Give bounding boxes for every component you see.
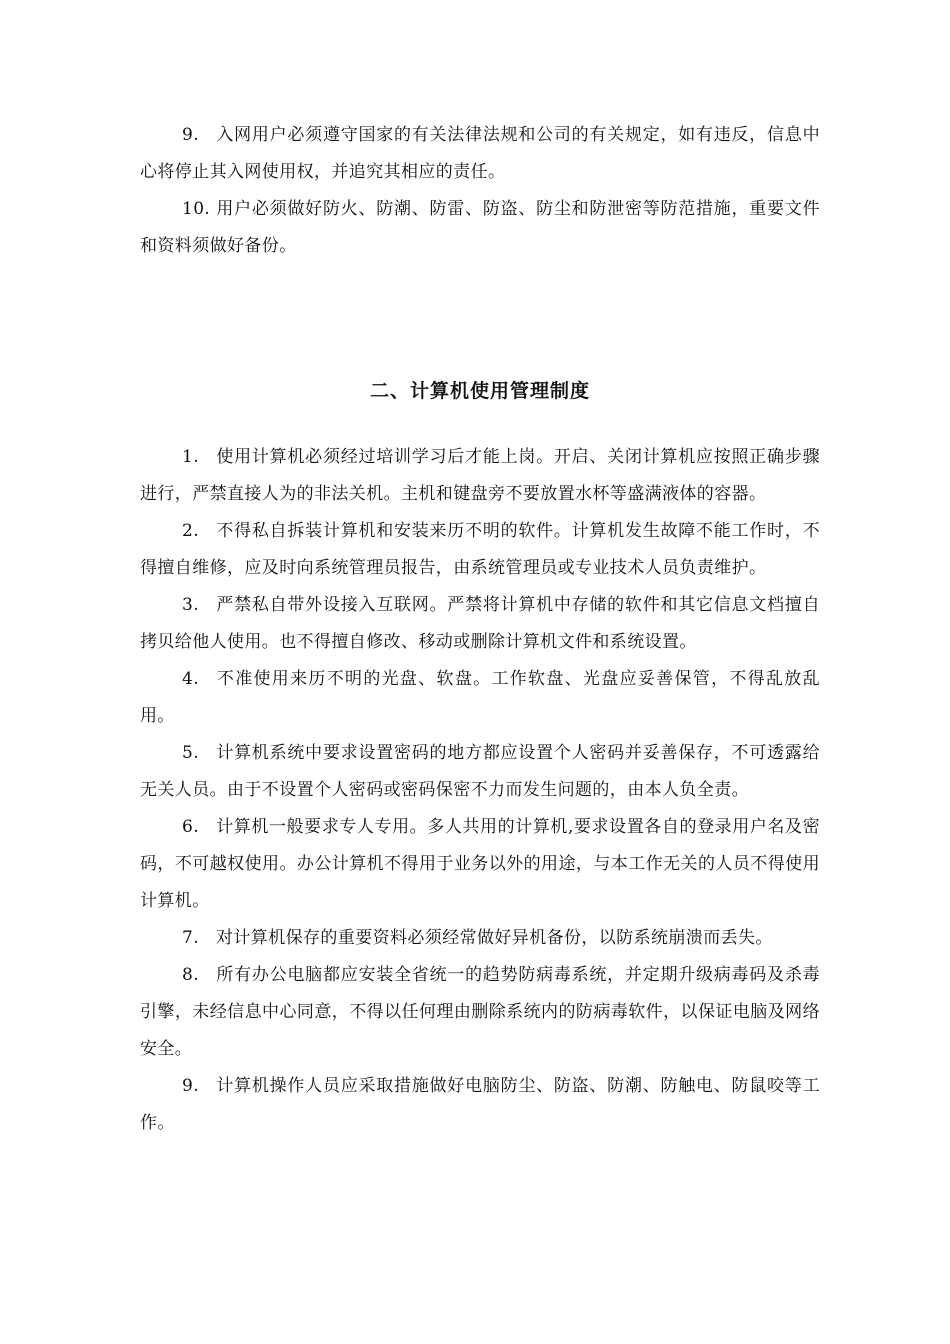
- computer-usage-section: [140, 376, 820, 1142]
- rule-item: [140, 439, 820, 513]
- rule-number: 2.: [182, 521, 200, 541]
- rule-number: 3.: [182, 595, 200, 615]
- rule-number: 10.: [182, 199, 211, 219]
- rule-number: 8.: [182, 965, 200, 985]
- rule-text: 入网用户必须遵守国家的有关法律法规和公司的有关规定，如有违反，信息中心将停止其入网使用权，并追究其相应的责任。: [140, 125, 820, 182]
- rule-number: 6.: [182, 817, 200, 837]
- rule-item: [140, 191, 820, 265]
- rule-item: [140, 957, 820, 1068]
- rule-text: 使用计算机必须经过培训学习后才能上岗。开启、关闭计算机应按照正确步骤进行，严禁直接人为的非法关机。主机和键盘旁不要放置水杯等盛满液体的容器。: [140, 447, 820, 504]
- rule-number: 9.: [182, 125, 200, 145]
- rule-text: 计算机操作人员应采取措施做好电脑防尘、防盗、防潮、防触电、防鼠咬等工作。: [140, 1076, 820, 1133]
- rule-item: [140, 920, 820, 957]
- rule-number: 1.: [182, 447, 200, 467]
- rule-text: 所有办公电脑都应安装全省统一的趋势防病毒系统，并定期升级病毒码及杀毒引擎，未经信息中心同意，不得以任何理由删除系统内的防病毒软件，以保证电脑及网络安全。: [140, 965, 820, 1059]
- network-rules-section: [140, 117, 820, 265]
- rule-item: [140, 661, 820, 735]
- rule-text: 对计算机保存的重要资料必须经常做好异机备份，以防系统崩溃而丢失。: [216, 928, 773, 948]
- rule-text: 严禁私自带外设接入互联网。严禁将计算机中存储的软件和其它信息文档擅自拷贝给他人使用。也不得擅自修改、移动或删除计算机文件和系统设置。: [140, 595, 820, 652]
- rule-number: 4.: [182, 669, 200, 689]
- rule-list: [140, 439, 820, 1142]
- rule-text: 用户必须做好防火、防潮、防雷、防盗、防尘和防泄密等防范措施，重要文件和资料须做好备份。: [140, 199, 820, 256]
- rule-text: 不准使用来历不明的光盘、软盘。工作软盘、光盘应妥善保管，不得乱放乱用。: [140, 669, 820, 726]
- rule-item: [140, 117, 820, 191]
- rule-item: [140, 587, 820, 661]
- rule-number: 9.: [182, 1076, 200, 1096]
- rule-number: 5.: [182, 743, 200, 763]
- rule-item: [140, 809, 820, 920]
- section-title: 二、计算机使用管理制度: [369, 380, 590, 402]
- rule-item: [140, 735, 820, 809]
- rule-text: 不得私自拆装计算机和安装来历不明的软件。计算机发生故障不能工作时，不得擅自维修，应及时向系统管理员报告，由系统管理员或专业技术人员负责维护。: [140, 521, 820, 578]
- document-page: [140, 117, 820, 1133]
- rule-item: [140, 1068, 820, 1142]
- rule-text: 计算机一般要求专人专用。多人共用的计算机,要求设置各自的登录用户名及密码，不可越权使用。办公计算机不得用于业务以外的用途，与本工作无关的人员不得使用计算机。: [140, 817, 820, 911]
- rule-text: 计算机系统中要求设置密码的地方都应设置个人密码并妥善保存，不可透露给无关人员。由于不设置个人密码或密码保密不力而发生问题的，由本人负全责。: [140, 743, 820, 800]
- rule-item: [140, 513, 820, 587]
- rule-number: 7.: [182, 928, 200, 948]
